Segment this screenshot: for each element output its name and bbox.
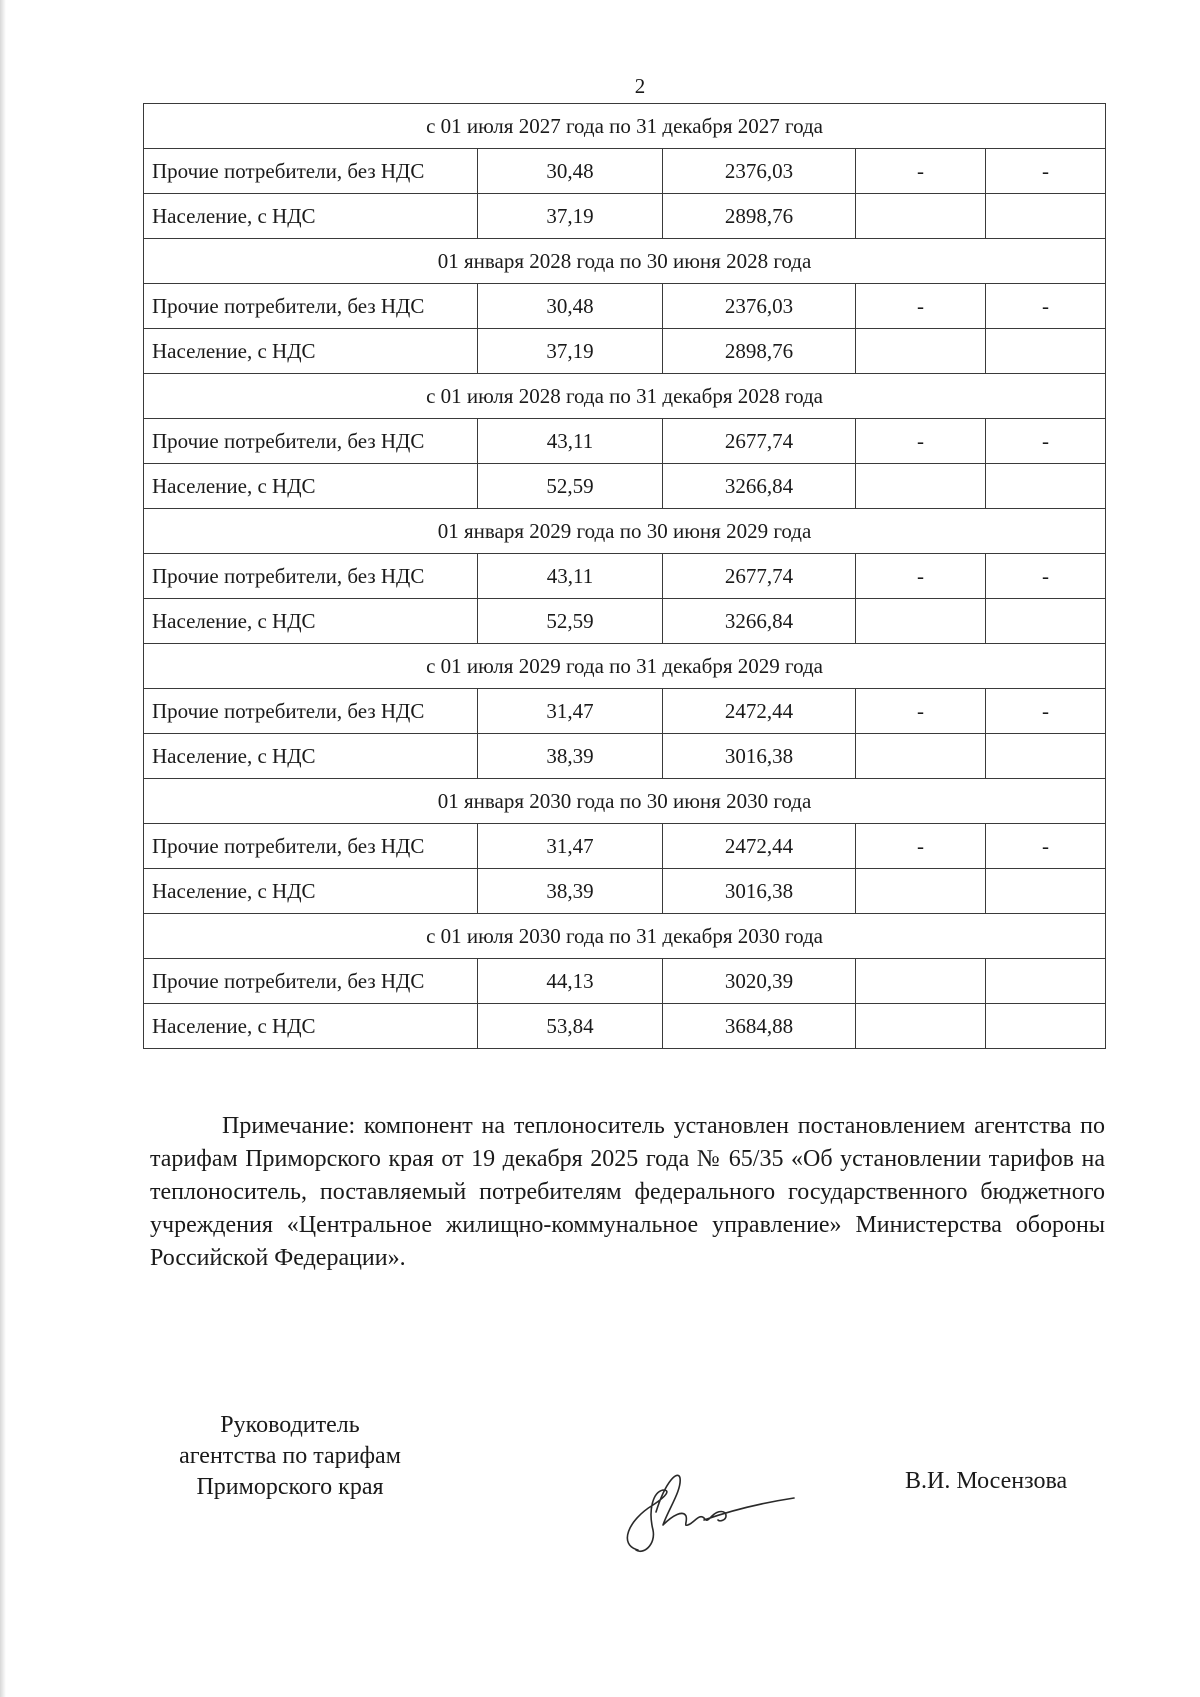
period-header: с 01 июля 2029 года по 31 декабря 2029 года [144, 644, 1106, 689]
tariff-extra-cell: - [856, 284, 986, 329]
tariff-extra-cell: - [986, 554, 1106, 599]
consumer-category-cell: Прочие потребители, без НДС [144, 689, 478, 734]
tariff-value-cell: 2472,44 [663, 689, 856, 734]
tariff-extra-cell: - [856, 689, 986, 734]
table-row [144, 554, 1106, 599]
tariff-extra-cell [856, 599, 986, 644]
period-header: с 01 июля 2027 года по 31 декабря 2027 года [144, 104, 1106, 149]
consumer-category-cell: Прочие потребители, без НДС [144, 554, 478, 599]
period-header-row [144, 914, 1106, 959]
table-row [144, 869, 1106, 914]
table-row [144, 1004, 1106, 1049]
table-row [144, 599, 1106, 644]
tariff-value-cell: 3020,39 [663, 959, 856, 1004]
tariff-extra-cell [986, 959, 1106, 1004]
tariff-value-cell: 3266,84 [663, 464, 856, 509]
period-header-row [144, 104, 1106, 149]
tariff-extra-cell [986, 194, 1106, 239]
consumer-category-cell: Население, с НДС [144, 194, 478, 239]
signer-name: В.И. Мосензова [905, 1468, 1068, 1494]
tariff-value-cell: 3684,88 [663, 1004, 856, 1049]
tariff-extra-cell [856, 194, 986, 239]
tariff-table [143, 103, 1106, 1049]
tariff-value-cell: 44,13 [478, 959, 663, 1004]
period-header-row [144, 644, 1106, 689]
tariff-extra-cell [986, 464, 1106, 509]
table-row [144, 824, 1106, 869]
tariff-value-cell: 43,11 [478, 419, 663, 464]
table-row [144, 734, 1106, 779]
table-row [144, 464, 1106, 509]
consumer-category-cell: Прочие потребители, без НДС [144, 149, 478, 194]
tariff-extra-cell [856, 329, 986, 374]
signer-position-line: Руководитель [220, 1412, 360, 1438]
tariff-value-cell: 2677,74 [663, 419, 856, 464]
period-header: с 01 июля 2030 года по 31 декабря 2030 года [144, 914, 1106, 959]
table-row [144, 284, 1106, 329]
table-row [144, 329, 1106, 374]
tariff-value-cell: 2898,76 [663, 329, 856, 374]
tariff-extra-cell: - [856, 419, 986, 464]
signer-position-line: агентства по тарифам [179, 1443, 401, 1469]
tariff-value-cell: 37,19 [478, 329, 663, 374]
tariff-extra-cell [856, 869, 986, 914]
consumer-category-cell: Население, с НДС [144, 1004, 478, 1049]
tariff-extra-cell [986, 1004, 1106, 1049]
tariff-value-cell: 31,47 [478, 689, 663, 734]
tariff-extra-cell [856, 734, 986, 779]
page-edge-shadow [0, 0, 6, 1697]
tariff-extra-cell: - [986, 824, 1106, 869]
tariff-value-cell: 31,47 [478, 824, 663, 869]
table-row [144, 419, 1106, 464]
tariff-value-cell: 38,39 [478, 734, 663, 779]
period-header-row [144, 239, 1106, 284]
tariff-value-cell: 52,59 [478, 464, 663, 509]
tariff-extra-cell [856, 959, 986, 1004]
handwritten-signature [608, 1450, 798, 1570]
tariff-value-cell: 2677,74 [663, 554, 856, 599]
tariff-extra-cell: - [986, 419, 1106, 464]
tariff-extra-cell: - [856, 824, 986, 869]
consumer-category-cell: Прочие потребители, без НДС [144, 284, 478, 329]
tariff-value-cell: 2376,03 [663, 284, 856, 329]
table-row [144, 149, 1106, 194]
tariff-extra-cell: - [986, 149, 1106, 194]
consumer-category-cell: Прочие потребители, без НДС [144, 419, 478, 464]
tariff-extra-cell [856, 464, 986, 509]
period-header-row [144, 779, 1106, 824]
table-row [144, 194, 1106, 239]
signer-position-line: Приморского края [196, 1474, 384, 1500]
tariff-value-cell: 2376,03 [663, 149, 856, 194]
tariff-value-cell: 38,39 [478, 869, 663, 914]
tariff-value-cell: 43,11 [478, 554, 663, 599]
page-number: 2 [634, 74, 646, 98]
consumer-category-cell: Прочие потребители, без НДС [144, 824, 478, 869]
table-row [144, 689, 1106, 734]
tariff-extra-cell [856, 1004, 986, 1049]
tariff-extra-cell: - [986, 689, 1106, 734]
period-header: 01 января 2029 года по 30 июня 2029 года [144, 509, 1106, 554]
tariff-extra-cell [986, 329, 1106, 374]
period-header-row [144, 509, 1106, 554]
consumer-category-cell: Население, с НДС [144, 329, 478, 374]
tariff-extra-cell: - [986, 284, 1106, 329]
tariff-value-cell: 2898,76 [663, 194, 856, 239]
tariff-extra-cell: - [856, 554, 986, 599]
tariff-extra-cell [986, 599, 1106, 644]
tariff-value-cell: 37,19 [478, 194, 663, 239]
tariff-value-cell: 3016,38 [663, 734, 856, 779]
tariff-extra-cell [986, 869, 1106, 914]
period-header: 01 января 2028 года по 30 июня 2028 года [144, 239, 1106, 284]
tariff-table-body [144, 104, 1106, 1049]
tariff-value-cell: 53,84 [478, 1004, 663, 1049]
consumer-category-cell: Население, с НДС [144, 464, 478, 509]
consumer-category-cell: Население, с НДС [144, 869, 478, 914]
tariff-value-cell: 30,48 [478, 284, 663, 329]
tariff-value-cell: 3266,84 [663, 599, 856, 644]
period-header: с 01 июля 2028 года по 31 декабря 2028 года [144, 374, 1106, 419]
tariff-extra-cell [986, 734, 1106, 779]
signer-position [155, 1410, 425, 1503]
note-paragraph: Примечание: компонент на теплоноситель установлен постановлением агентства по тарифам Приморского края от 19 декабря 2025 года № 65/35 «Об установлении тарифов на теплоноситель, поставляемый потребителям федерального государственного бюджетного учреждения «Центральное жилищно-коммунальное управление» Министерства обороны Российской Федерации». [150, 1113, 1105, 1271]
tariff-value-cell: 30,48 [478, 149, 663, 194]
tariff-extra-cell: - [856, 149, 986, 194]
consumer-category-cell: Население, с НДС [144, 599, 478, 644]
period-header-row [144, 374, 1106, 419]
tariff-value-cell: 52,59 [478, 599, 663, 644]
consumer-category-cell: Население, с НДС [144, 734, 478, 779]
period-header: 01 января 2030 года по 30 июня 2030 года [144, 779, 1106, 824]
tariff-value-cell: 2472,44 [663, 824, 856, 869]
table-row [144, 959, 1106, 1004]
consumer-category-cell: Прочие потребители, без НДС [144, 959, 478, 1004]
tariff-value-cell: 3016,38 [663, 869, 856, 914]
